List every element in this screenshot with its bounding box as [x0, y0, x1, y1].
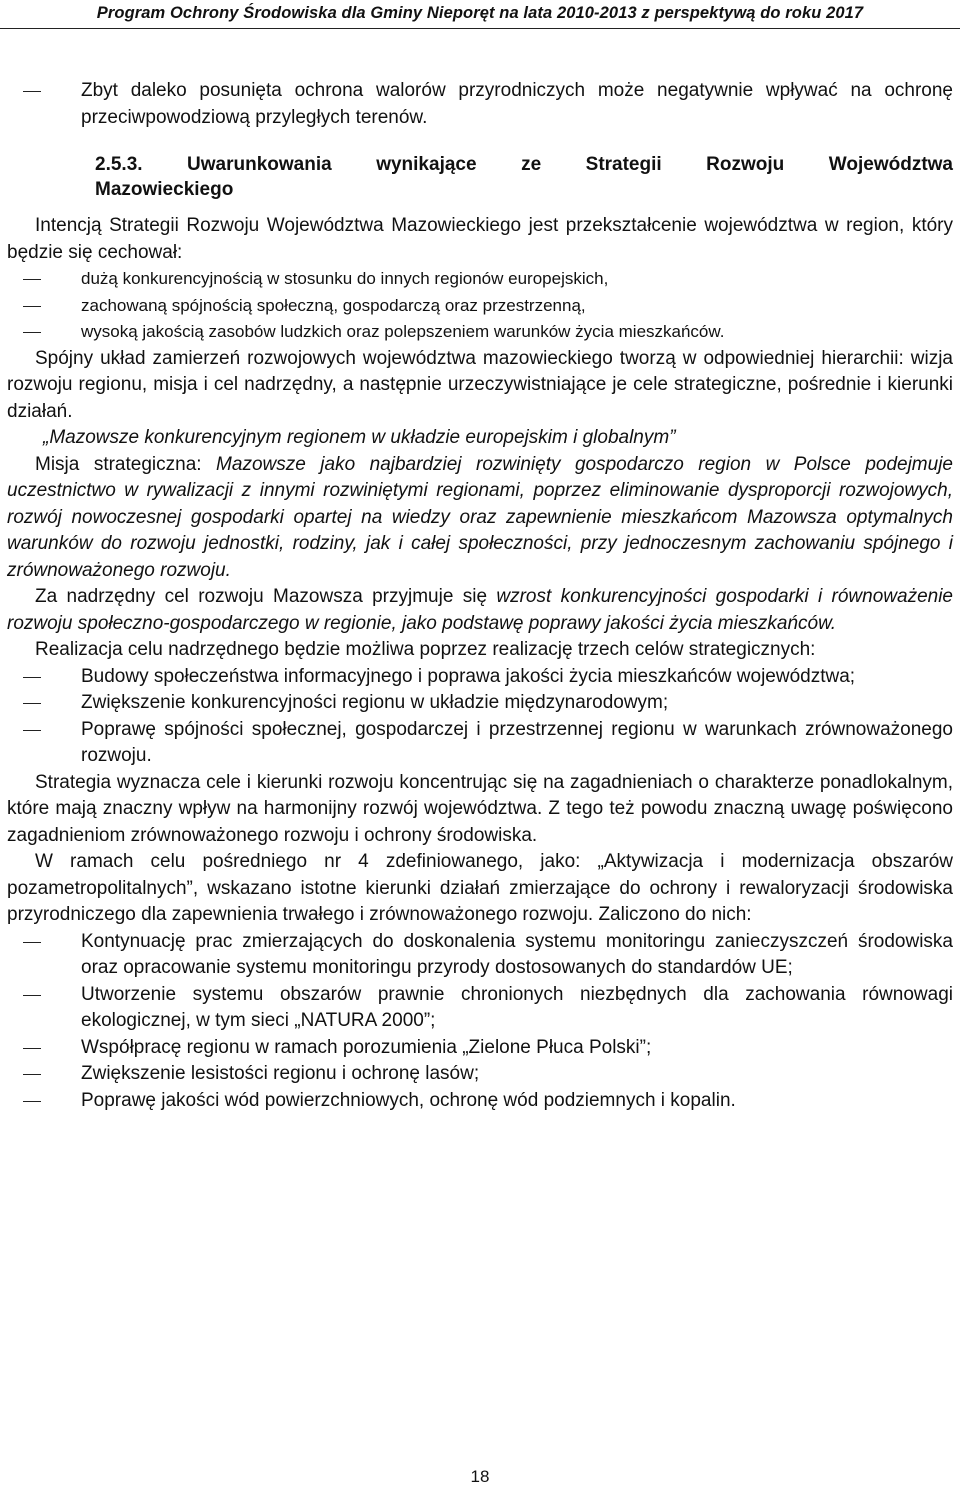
- goal-text: wzrost konkurencyjności gospodarki i równoważenie rozwoju społeczno-gospodarczego w regionie, jako podstawę poprawy jakości życia mieszkańców.: [7, 586, 953, 634]
- list-item-text: Budowy społeczeństwa informacyjnego i poprawa jakości życia mieszkańców województwa;: [81, 665, 856, 687]
- structure-paragraph: Spójny układ zamierzeń rozwojowych województwa mazowieckiego tworzą w odpowiedniej hierarchii: wizja rozwoju regionu, misja i cel nadrzędny, a następnie urzeczywistniające je cele strategiczne, pośrednie i kierunki działań.: [7, 347, 953, 422]
- dash-bullet-icon: [23, 1074, 41, 1075]
- dash-bullet-icon: [23, 730, 41, 731]
- dash-bullet-icon: [23, 995, 41, 996]
- dash-bullet-icon: [23, 279, 41, 280]
- dash-bullet-icon: [23, 942, 41, 943]
- list-item: [7, 78, 953, 131]
- page-number: 18: [470, 1467, 490, 1486]
- list-item: [7, 929, 953, 982]
- list-item: [7, 1035, 953, 1062]
- dash-bullet-icon: [23, 91, 41, 92]
- intro-paragraph: Intencją Strategii Rozwoju Województwa Mazowieckiego jest przekształcenie województwa w region, który będzie się cechował:: [7, 215, 953, 263]
- list-item-text: Współpracę regionu w ramach porozumienia „Zielone Płuca Polski”;: [81, 1036, 652, 1058]
- dash-bullet-icon: [23, 677, 41, 678]
- mission-label: Misja strategiczna:: [35, 453, 217, 475]
- realization-paragraph: Realizacja celu nadrzędnego będzie możliwa poprzez realizację trzech celów strategicznych:: [35, 639, 816, 660]
- list-item-text: Zbyt daleko posunięta ochrona walorów przyrodniczych może negatywnie wpływać na ochronę przeciwpowodziową przyległych terenów.: [81, 80, 953, 128]
- running-header: Program Ochrony Środowiska dla Gminy Nieporęt na lata 2010-2013 z perspektywą do roku 2017: [96, 4, 864, 22]
- goal-lead: Za nadrzędny cel rozwoju Mazowsza przyjmuje się: [35, 586, 497, 607]
- strategy-paragraph: Strategia wyznacza cele i kierunki rozwoju koncentrując się na zagadnieniach o charakterze ponadlokalnym, które mają znaczny wpływ na harmonijny rozwój województwa. Z tego też powodu znaczną uwagę poświęcono zagadnieniom zrównoważonego rozwoju i ochrony środowiska.: [7, 771, 953, 846]
- section-heading: [7, 152, 953, 179]
- list-item: [7, 266, 953, 293]
- dash-bullet-icon: [23, 332, 41, 333]
- list-item-text: zachowaną spójnością społeczną, gospodarczą oraz przestrzenną,: [81, 295, 586, 315]
- header-rule: [0, 28, 960, 29]
- dash-bullet-icon: [23, 1101, 41, 1102]
- intro-list: [7, 266, 953, 346]
- list-item-text: Utworzenie systemu obszarów prawnie chronionych niezbędnych dla zachowania równowagi ekologicznej, w tym sieci „NATURA 2000”;: [81, 983, 953, 1031]
- goal-paragraph: [7, 584, 953, 637]
- list-item-text: Kontynuację prac zmierzających do doskonalenia systemu monitoringu zanieczyszczeń środowiska oraz opracowanie systemu monitoringu przyrody dostosowanych do standardów UE;: [81, 930, 953, 978]
- dash-bullet-icon: [23, 1048, 41, 1049]
- list-item-text: Poprawę jakości wód powierzchniowych, ochronę wód podziemnych i kopalin.: [81, 1089, 736, 1111]
- list-item: [7, 717, 953, 770]
- list-item: [7, 664, 953, 691]
- list-item-text: dużą konkurencyjnością w stosunku do innych regionów europejskich,: [81, 269, 609, 288]
- list-item-text: wysoką jakością zasobów ludzkich oraz polepszeniem warunków życia mieszkańców.: [81, 322, 725, 341]
- dash-bullet-icon: [23, 306, 41, 307]
- list-item: [7, 690, 953, 717]
- list-item: [7, 319, 953, 346]
- section-heading-line2: Mazowieckiego: [95, 178, 234, 200]
- list-item-text: Poprawę spójności społecznej, gospodarczej i przestrzennej regionu w warunkach zrównoważonego rozwoju.: [81, 718, 953, 766]
- mission-text: Mazowsze jako najbardziej rozwinięty gospodarczo region w Polsce podejmuje uczestnictwo w rywalizacji z innymi rozwiniętymi regionami, poprzez eliminowanie dysproporcji rozwojowych, rozwój nowoczesnej gospodarki opartej na wiedzy oraz zapewnienie mieszkańcom Mazowsza optymalnych warunków do rozwoju jednostki, rodziny, jak i całej społeczności, przy jednoczesnym zachowaniu spójnego i zrównoważonego rozwoju.: [7, 453, 953, 581]
- section-heading-line1: 2.5.3. Uwarunkowania wynikające ze Strategii Rozwoju Województwa: [95, 154, 953, 175]
- dash-bullet-icon: [23, 703, 41, 704]
- page-content: [7, 78, 953, 1114]
- strategic-goals-list: [7, 664, 953, 770]
- list-item: [7, 1088, 953, 1115]
- list-item: [7, 1061, 953, 1088]
- list-item: [7, 293, 953, 320]
- list-item-text: Zwiększenie lesistości regionu i ochronę lasów;: [81, 1063, 480, 1084]
- list-item-text: Zwiększenie konkurencyjności regionu w układzie międzynarodowym;: [81, 692, 669, 713]
- goal4-paragraph: W ramach celu pośredniego nr 4 zdefiniowanego, jako: „Aktywizacja i modernizacja obszarów pozametropolitalnych”, wskazano istotne kierunki działań zmierzające do ochrony i rewaloryzacji środowiska przyrodniczego dla zapewnienia trwałego i zrównoważonego rozwoju. Zaliczono do nich:: [7, 851, 953, 925]
- list-item: [7, 982, 953, 1035]
- goal4-list: [7, 929, 953, 1115]
- mission-paragraph: [7, 452, 953, 585]
- vision-statement: „Mazowsze konkurencyjnym regionem w układzie europejskim i globalnym”: [43, 427, 676, 448]
